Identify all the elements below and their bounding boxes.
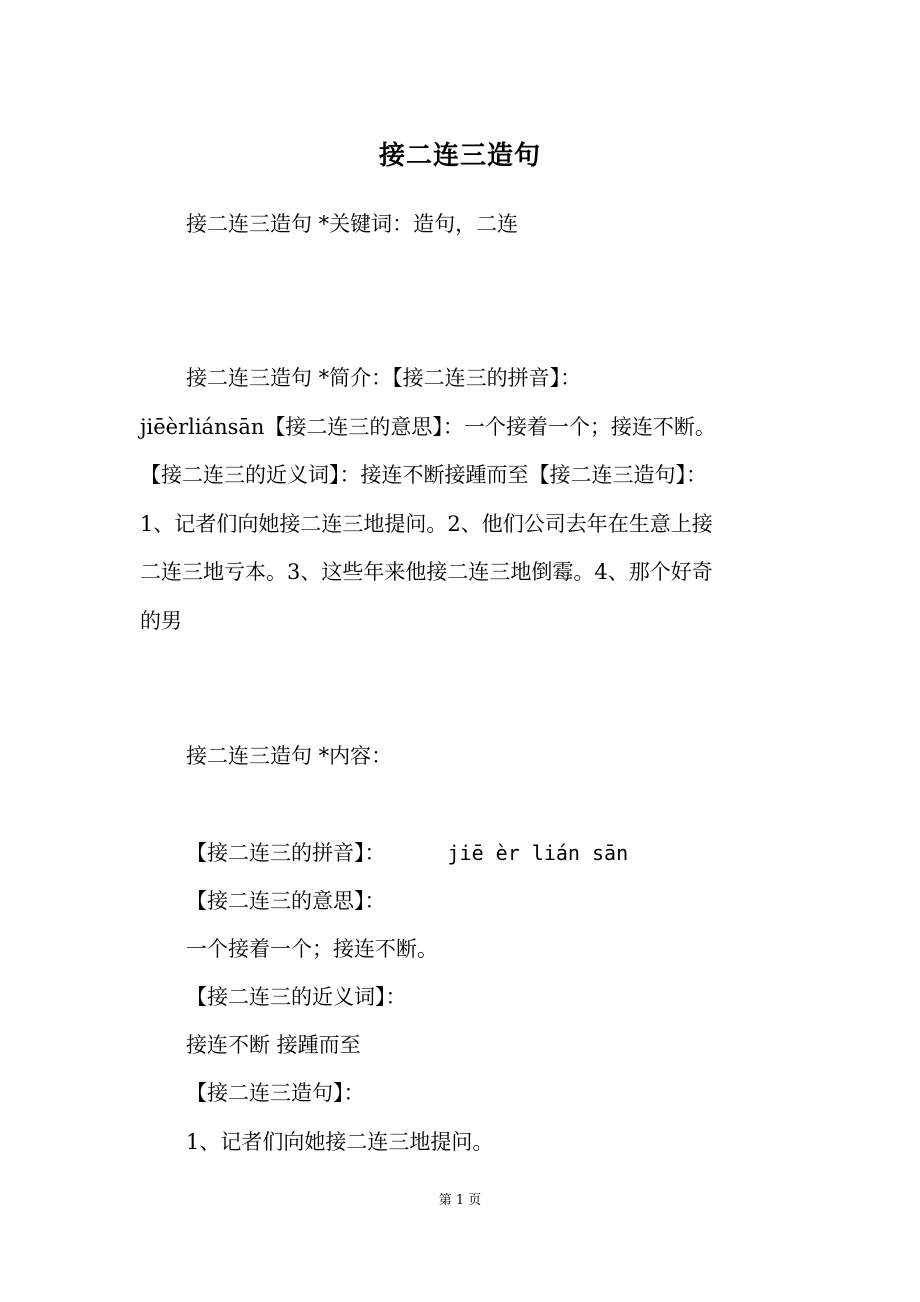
sentence-item: 1、记者们向她接二连三地提问。 [186,1130,494,1154]
intro-paragraph [140,354,790,645]
pinyin-row [186,835,628,871]
meaning-value: 一个接着一个；接连不断。 [186,937,438,961]
page-number: 第 1 页 [438,1193,482,1208]
synonyms-value: 接连不断 接踵而至 [186,1033,361,1057]
intro-line: 二连三地亏本。3、这些年来他接二连三地倒霉。4、那个好奇 [140,560,713,584]
intro-line: 【接二连三的近义词】：接连不断接踵而至【接二连三造句】： [140,463,707,487]
intro-line: jiēèrliánsān【接二连三的意思】：一个接着一个；接连不断。 [140,414,716,439]
keywords-line: 接二连三造句 *关键词：造句，二连 [186,212,519,236]
synonyms-label: 【接二连三的近义词】： [186,985,407,1009]
intro-line: 1、记者们向她接二连三地提问。2、他们公司去年在生意上接 [140,511,713,536]
page-title: 接二连三造句 [378,141,541,171]
pinyin-label: 【接二连三的拼音】： [186,841,386,865]
intro-line: 的男 [140,608,182,633]
pinyin-value: jiē èr lián sān [447,841,629,865]
meaning-label: 【接二连三的意思】： [186,889,386,913]
intro-line: 接二连三造句 *简介：【接二连三的拼音】： [186,366,582,390]
content-heading: 接二连三造句 *内容： [186,744,393,768]
sentences-label: 【接二连三造句】： [186,1081,365,1105]
